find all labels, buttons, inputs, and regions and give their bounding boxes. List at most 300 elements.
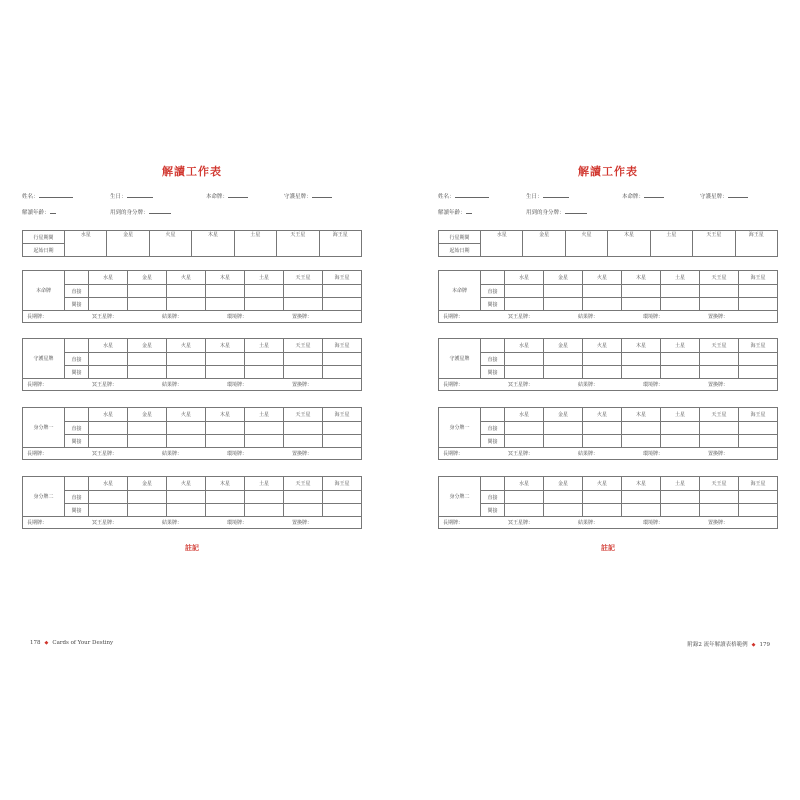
empty-cell xyxy=(481,477,505,491)
planet-cell: 海王星 xyxy=(739,339,778,353)
data-cell[interactable] xyxy=(323,366,362,379)
data-cell[interactable] xyxy=(245,366,284,379)
pluto-card-label: 冥王星牌： xyxy=(92,520,118,526)
indirect-row xyxy=(23,435,362,448)
data-cell[interactable] xyxy=(245,353,284,366)
planet-cell: 海王星 xyxy=(319,231,361,257)
planet-cell: 水星 xyxy=(505,339,544,353)
planet-cell: 火星 xyxy=(149,231,191,257)
planet-cell: 天王星 xyxy=(700,339,739,353)
planet-cell: 木星 xyxy=(622,339,661,353)
data-cell[interactable] xyxy=(284,435,323,448)
data-cell[interactable] xyxy=(167,366,206,379)
displacement-card-label: 置換牌： xyxy=(708,451,729,457)
page-footer-right xyxy=(687,640,770,648)
data-cell[interactable] xyxy=(284,285,323,298)
displacement-card-label: 置換牌： xyxy=(292,314,313,320)
planet-cell: 金星 xyxy=(107,231,149,257)
data-cell[interactable] xyxy=(739,435,778,448)
field-birthday[interactable] xyxy=(526,192,569,200)
data-cell[interactable] xyxy=(700,366,739,379)
planet-cell: 水星 xyxy=(65,231,107,257)
field-label: 用到的身分牌： xyxy=(526,210,565,216)
planet-cell: 土星 xyxy=(650,231,692,257)
data-cell[interactable] xyxy=(544,491,583,504)
direct-row xyxy=(439,422,778,435)
data-cell[interactable] xyxy=(505,366,544,379)
data-cell[interactable] xyxy=(700,298,739,311)
planet-cell: 海王星 xyxy=(739,408,778,422)
data-cell[interactable] xyxy=(323,298,362,311)
result-card-label: 結果牌： xyxy=(162,382,183,388)
planet-cell: 土星 xyxy=(661,339,700,353)
data-cell[interactable] xyxy=(89,366,128,379)
planet-cell: 木星 xyxy=(206,408,245,422)
data-cell[interactable] xyxy=(700,285,739,298)
worksheet-title: 解讀工作表 xyxy=(578,165,638,178)
section-footer-row xyxy=(439,311,778,323)
field-age[interactable] xyxy=(22,208,56,216)
planet-cell: 木星 xyxy=(192,231,234,257)
row-type-label: 間接 xyxy=(481,366,505,379)
long-range-card-label: 長期牌： xyxy=(27,451,48,457)
data-cell[interactable] xyxy=(583,285,622,298)
row-type-label: 直接 xyxy=(65,285,89,298)
data-cell[interactable] xyxy=(323,491,362,504)
data-cell[interactable] xyxy=(245,422,284,435)
section-footer-row xyxy=(439,379,778,391)
planet-cell: 火星 xyxy=(565,231,607,257)
data-cell[interactable] xyxy=(323,504,362,517)
environment-card-label: 環境牌： xyxy=(643,451,664,457)
row-label: 行星期間 xyxy=(23,231,65,244)
empty-cell xyxy=(481,271,505,285)
data-cell[interactable] xyxy=(739,491,778,504)
data-cell[interactable] xyxy=(661,353,700,366)
planet-cell: 土星 xyxy=(661,477,700,491)
section-header-row xyxy=(439,271,778,285)
field-identity-cards[interactable] xyxy=(110,208,171,216)
data-cell[interactable] xyxy=(622,491,661,504)
footer-cell xyxy=(23,448,362,460)
data-cell[interactable] xyxy=(206,422,245,435)
footer-cell xyxy=(439,448,778,460)
data-cell[interactable] xyxy=(583,504,622,517)
planet-cell: 金星 xyxy=(544,339,583,353)
data-cell[interactable] xyxy=(661,298,700,311)
planet-cell: 天王星 xyxy=(284,477,323,491)
data-cell[interactable] xyxy=(167,422,206,435)
planet-cell: 天王星 xyxy=(700,408,739,422)
direct-row xyxy=(23,491,362,504)
card-section-table xyxy=(438,338,778,391)
planet-cell: 天王星 xyxy=(284,408,323,422)
page-number: 179 xyxy=(759,642,770,648)
planet-cell: 木星 xyxy=(206,477,245,491)
data-cell[interactable] xyxy=(661,285,700,298)
row-type-label: 直接 xyxy=(481,422,505,435)
data-cell[interactable] xyxy=(739,285,778,298)
environment-card-label: 環境牌： xyxy=(643,314,664,320)
planet-cell: 土星 xyxy=(661,408,700,422)
data-cell[interactable] xyxy=(583,298,622,311)
data-cell[interactable] xyxy=(505,491,544,504)
planet-cell: 木星 xyxy=(622,477,661,491)
card-section-table xyxy=(22,338,362,391)
long-range-card-label: 長期牌： xyxy=(443,382,464,388)
data-cell[interactable] xyxy=(206,366,245,379)
data-cell[interactable] xyxy=(661,504,700,517)
field-identity-cards[interactable] xyxy=(526,208,587,216)
direct-row xyxy=(439,353,778,366)
data-cell[interactable] xyxy=(505,435,544,448)
data-cell[interactable] xyxy=(622,285,661,298)
planet-cell: 土星 xyxy=(234,231,276,257)
empty-cell xyxy=(65,477,89,491)
data-cell[interactable] xyxy=(622,298,661,311)
indirect-row xyxy=(439,366,778,379)
data-cell[interactable] xyxy=(622,504,661,517)
field-ruling-card[interactable] xyxy=(284,192,332,200)
data-cell[interactable] xyxy=(206,504,245,517)
field-age[interactable] xyxy=(438,208,472,216)
pluto-card-label: 冥王星牌： xyxy=(92,314,118,320)
field-label: 本命牌： xyxy=(206,194,229,200)
data-cell[interactable] xyxy=(583,353,622,366)
data-cell[interactable] xyxy=(245,285,284,298)
row-type-label: 間接 xyxy=(65,366,89,379)
data-cell[interactable] xyxy=(89,285,128,298)
data-cell[interactable] xyxy=(700,435,739,448)
pluto-card-label: 冥王星牌： xyxy=(92,382,118,388)
environment-card-label: 環境牌： xyxy=(227,314,248,320)
row-type-label: 間接 xyxy=(481,504,505,517)
planet-cell: 木星 xyxy=(622,271,661,285)
pluto-card-label: 冥王星牌： xyxy=(508,314,534,320)
data-cell[interactable] xyxy=(128,285,167,298)
card-section-table xyxy=(22,407,362,460)
indirect-row xyxy=(23,504,362,517)
data-cell[interactable] xyxy=(206,353,245,366)
planet-cell: 海王星 xyxy=(323,408,362,422)
environment-card-label: 環境牌： xyxy=(227,382,248,388)
planet-cell: 金星 xyxy=(128,271,167,285)
data-cell[interactable] xyxy=(167,298,206,311)
data-cell[interactable] xyxy=(583,491,622,504)
data-cell[interactable] xyxy=(128,298,167,311)
data-cell[interactable] xyxy=(544,422,583,435)
planet-cell: 火星 xyxy=(583,271,622,285)
diamond-icon: ◆ xyxy=(751,642,756,648)
data-cell[interactable] xyxy=(583,422,622,435)
section-name: 身分牌一 xyxy=(439,408,481,448)
result-card-label: 結果牌： xyxy=(162,451,183,457)
data-cell[interactable] xyxy=(661,435,700,448)
row-label: 起始日期 xyxy=(23,244,65,257)
displacement-card-label: 置換牌： xyxy=(292,520,313,526)
data-cell[interactable] xyxy=(89,491,128,504)
data-cell[interactable] xyxy=(128,366,167,379)
indirect-row xyxy=(439,298,778,311)
planet-cell: 土星 xyxy=(661,271,700,285)
worksheet-title: 解讀工作表 xyxy=(162,165,222,178)
planet-cell: 金星 xyxy=(128,477,167,491)
data-cell[interactable] xyxy=(505,504,544,517)
data-cell[interactable] xyxy=(323,435,362,448)
field-birthday[interactable] xyxy=(110,192,153,200)
data-cell[interactable] xyxy=(284,422,323,435)
section-header-row xyxy=(23,408,362,422)
displacement-card-label: 置換牌： xyxy=(708,314,729,320)
displacement-card-label: 置換牌： xyxy=(292,451,313,457)
planet-period-table xyxy=(438,230,778,257)
section-footer-row xyxy=(23,311,362,323)
data-cell[interactable] xyxy=(89,298,128,311)
planet-cell: 木星 xyxy=(206,339,245,353)
planet-cell: 天王星 xyxy=(700,271,739,285)
field-ruling-card[interactable] xyxy=(700,192,748,200)
row-type-label: 直接 xyxy=(65,353,89,366)
planet-cell: 金星 xyxy=(544,271,583,285)
field-name[interactable] xyxy=(22,192,73,200)
planet-cell: 天王星 xyxy=(693,231,735,257)
section-name: 守護星牌 xyxy=(439,339,481,379)
data-cell[interactable] xyxy=(739,298,778,311)
running-title: Cards of Your Destiny xyxy=(52,640,114,646)
footer-cell xyxy=(23,379,362,391)
field-birth-card[interactable] xyxy=(206,192,248,200)
planet-cell: 天王星 xyxy=(284,271,323,285)
row-type-label: 間接 xyxy=(481,435,505,448)
data-cell[interactable] xyxy=(505,298,544,311)
right-page xyxy=(400,0,800,800)
pluto-card-label: 冥王星牌： xyxy=(92,451,118,457)
data-cell[interactable] xyxy=(583,435,622,448)
planet-cell: 水星 xyxy=(89,271,128,285)
data-cell[interactable] xyxy=(284,353,323,366)
planet-cell: 金星 xyxy=(128,408,167,422)
planet-row xyxy=(23,231,362,244)
result-card-label: 結果牌： xyxy=(162,520,183,526)
planet-cell: 火星 xyxy=(167,339,206,353)
data-cell[interactable] xyxy=(544,353,583,366)
data-cell[interactable] xyxy=(89,435,128,448)
field-label: 解讀年齡： xyxy=(22,210,50,216)
card-section-table xyxy=(438,476,778,529)
planet-cell: 水星 xyxy=(89,408,128,422)
section-footer-row xyxy=(23,448,362,460)
section-footer-row xyxy=(23,379,362,391)
planet-cell: 火星 xyxy=(583,477,622,491)
data-cell[interactable] xyxy=(544,298,583,311)
running-title: 附錄2 流年解讀表格範例 xyxy=(687,642,748,648)
data-cell[interactable] xyxy=(245,491,284,504)
data-cell[interactable] xyxy=(505,422,544,435)
field-label: 姓名： xyxy=(438,194,455,200)
data-cell[interactable] xyxy=(700,504,739,517)
data-cell[interactable] xyxy=(206,285,245,298)
section-header-row xyxy=(23,339,362,353)
data-cell[interactable] xyxy=(245,435,284,448)
data-cell[interactable] xyxy=(622,435,661,448)
data-cell[interactable] xyxy=(128,353,167,366)
data-cell[interactable] xyxy=(544,366,583,379)
field-label: 本命牌： xyxy=(622,194,645,200)
data-cell[interactable] xyxy=(167,353,206,366)
planet-cell: 天王星 xyxy=(700,477,739,491)
empty-cell xyxy=(65,339,89,353)
field-label: 姓名： xyxy=(22,194,39,200)
data-cell[interactable] xyxy=(583,366,622,379)
data-cell[interactable] xyxy=(661,491,700,504)
data-cell[interactable] xyxy=(622,366,661,379)
data-cell[interactable] xyxy=(167,491,206,504)
data-cell[interactable] xyxy=(739,504,778,517)
data-cell[interactable] xyxy=(505,285,544,298)
data-cell[interactable] xyxy=(245,298,284,311)
section-name: 本命牌 xyxy=(439,271,481,311)
long-range-card-label: 長期牌： xyxy=(27,520,48,526)
section-header-row xyxy=(439,339,778,353)
planet-cell: 海王星 xyxy=(739,477,778,491)
card-section-table xyxy=(438,270,778,323)
card-section-table xyxy=(22,476,362,529)
data-cell[interactable] xyxy=(661,366,700,379)
field-birth-card[interactable] xyxy=(622,192,664,200)
section-name: 身分牌一 xyxy=(23,408,65,448)
data-cell[interactable] xyxy=(167,504,206,517)
data-cell[interactable] xyxy=(544,504,583,517)
section-header-row xyxy=(23,271,362,285)
data-cell[interactable] xyxy=(739,353,778,366)
planet-cell: 金星 xyxy=(544,408,583,422)
result-card-label: 結果牌： xyxy=(578,520,599,526)
data-cell[interactable] xyxy=(700,491,739,504)
indirect-row xyxy=(439,504,778,517)
data-cell[interactable] xyxy=(284,298,323,311)
row-type-label: 直接 xyxy=(65,422,89,435)
data-cell[interactable] xyxy=(323,422,362,435)
data-cell[interactable] xyxy=(700,353,739,366)
planet-cell: 土星 xyxy=(245,339,284,353)
data-cell[interactable] xyxy=(206,298,245,311)
data-cell[interactable] xyxy=(284,491,323,504)
data-cell[interactable] xyxy=(622,422,661,435)
data-cell[interactable] xyxy=(128,422,167,435)
pluto-card-label: 冥王星牌： xyxy=(508,382,534,388)
footer-cell xyxy=(23,517,362,529)
section-footer-row xyxy=(439,517,778,529)
planet-cell: 水星 xyxy=(481,231,523,257)
section-footer-row xyxy=(439,448,778,460)
field-label: 用到的身分牌： xyxy=(110,210,149,216)
planet-cell: 火星 xyxy=(583,408,622,422)
long-range-card-label: 長期牌： xyxy=(443,314,464,320)
planet-cell: 土星 xyxy=(245,477,284,491)
pluto-card-label: 冥王星牌： xyxy=(508,451,534,457)
data-cell[interactable] xyxy=(167,435,206,448)
planet-cell: 火星 xyxy=(583,339,622,353)
result-card-label: 結果牌： xyxy=(578,451,599,457)
notes-label: 註記 xyxy=(185,544,199,552)
data-cell[interactable] xyxy=(544,435,583,448)
direct-row xyxy=(439,285,778,298)
planet-cell: 金星 xyxy=(544,477,583,491)
row-type-label: 間接 xyxy=(65,298,89,311)
field-label: 生日： xyxy=(526,194,543,200)
data-cell[interactable] xyxy=(323,353,362,366)
environment-card-label: 環境牌： xyxy=(227,451,248,457)
data-cell[interactable] xyxy=(739,366,778,379)
section-name: 身分牌二 xyxy=(439,477,481,517)
data-cell[interactable] xyxy=(89,504,128,517)
direct-row xyxy=(439,491,778,504)
data-cell[interactable] xyxy=(622,353,661,366)
direct-row xyxy=(23,285,362,298)
row-label: 起始日期 xyxy=(439,244,481,257)
data-cell[interactable] xyxy=(739,422,778,435)
field-label: 解讀年齡： xyxy=(438,210,466,216)
pluto-card-label: 冥王星牌： xyxy=(508,520,534,526)
data-cell[interactable] xyxy=(284,366,323,379)
data-cell[interactable] xyxy=(284,504,323,517)
data-cell[interactable] xyxy=(245,504,284,517)
data-cell[interactable] xyxy=(661,422,700,435)
section-footer-row xyxy=(23,517,362,529)
planet-cell: 天王星 xyxy=(277,231,319,257)
long-range-card-label: 長期牌： xyxy=(27,314,48,320)
data-cell[interactable] xyxy=(206,491,245,504)
data-cell[interactable] xyxy=(128,491,167,504)
section-name: 本命牌 xyxy=(23,271,65,311)
planet-cell: 火星 xyxy=(167,271,206,285)
data-cell[interactable] xyxy=(323,285,362,298)
environment-card-label: 環境牌： xyxy=(227,520,248,526)
data-cell[interactable] xyxy=(206,435,245,448)
field-label: 生日： xyxy=(110,194,127,200)
data-cell[interactable] xyxy=(128,435,167,448)
planet-cell: 天王星 xyxy=(284,339,323,353)
data-cell[interactable] xyxy=(544,285,583,298)
notes-label: 註記 xyxy=(601,544,615,552)
data-cell[interactable] xyxy=(700,422,739,435)
environment-card-label: 環境牌： xyxy=(643,520,664,526)
planet-cell: 木星 xyxy=(608,231,650,257)
planet-cell: 水星 xyxy=(505,408,544,422)
data-cell[interactable] xyxy=(89,422,128,435)
footer-cell xyxy=(23,311,362,323)
data-cell[interactable] xyxy=(128,504,167,517)
data-cell[interactable] xyxy=(167,285,206,298)
page-footer-left xyxy=(30,640,113,646)
result-card-label: 結果牌： xyxy=(162,314,183,320)
indirect-row xyxy=(23,366,362,379)
row-type-label: 間接 xyxy=(65,435,89,448)
page-number: 178 xyxy=(30,640,41,646)
section-name: 身分牌二 xyxy=(23,477,65,517)
field-name[interactable] xyxy=(438,192,489,200)
displacement-card-label: 置換牌： xyxy=(292,382,313,388)
diamond-icon: ◆ xyxy=(44,640,49,646)
footer-cell xyxy=(439,517,778,529)
result-card-label: 結果牌： xyxy=(578,382,599,388)
planet-cell: 火星 xyxy=(167,408,206,422)
planet-cell: 火星 xyxy=(167,477,206,491)
data-cell[interactable] xyxy=(89,353,128,366)
data-cell[interactable] xyxy=(505,353,544,366)
row-label: 行星期間 xyxy=(439,231,481,244)
result-card-label: 結果牌： xyxy=(578,314,599,320)
